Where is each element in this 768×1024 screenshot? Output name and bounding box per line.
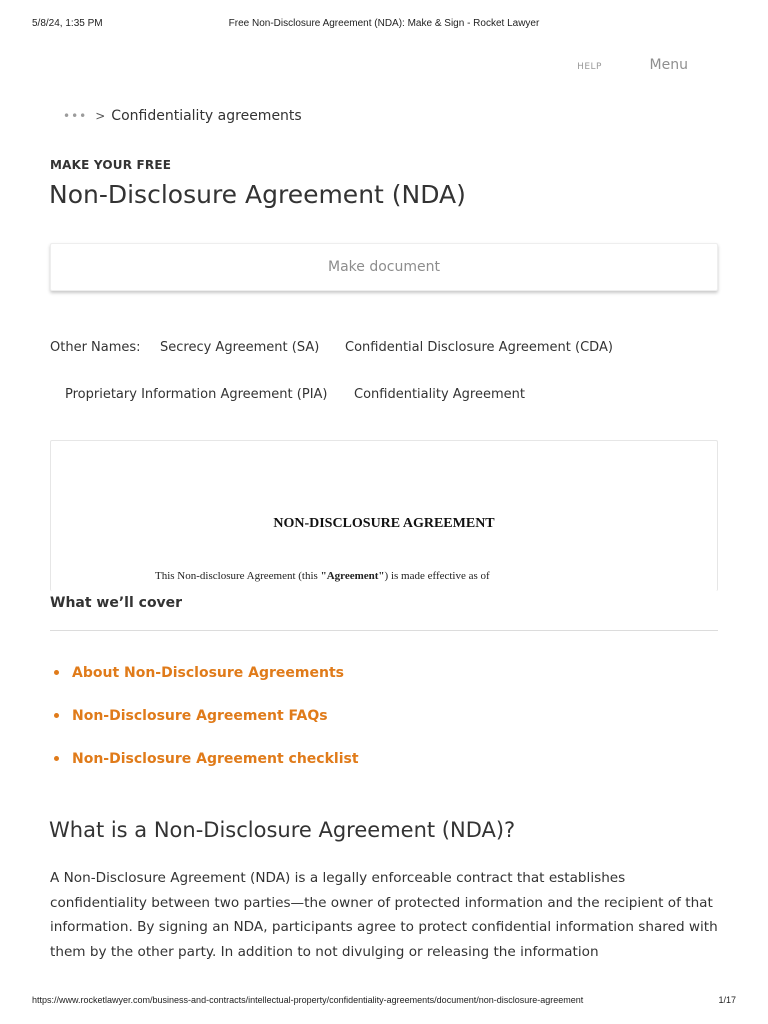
breadcrumb — [63, 108, 302, 124]
cover-title: What we’ll cover — [50, 595, 183, 611]
print-url: https://www.rocketlawyer.com/business-and-contracts/intellectual-property/confidentiality-agreements/document/non-disclosure-agreement — [32, 995, 584, 1005]
other-name-confidentiality-agreement[interactable]: Confidentiality Agreement — [354, 387, 525, 402]
toc-item — [50, 662, 359, 705]
bullet-icon — [54, 670, 59, 675]
preview-heading: NON-DISCLOSURE AGREEMENT — [273, 516, 495, 531]
more-dots-icon[interactable]: ••• — [63, 109, 88, 123]
document-preview[interactable] — [50, 440, 718, 591]
toc-link-faqs[interactable]: Non-Disclosure Agreement FAQs — [72, 708, 328, 724]
help-link[interactable]: HELP — [577, 62, 602, 72]
make-document-label: Make document — [328, 259, 440, 275]
bullet-icon — [54, 756, 59, 761]
breadcrumb-separator: > — [95, 109, 106, 123]
toc-item — [50, 748, 359, 791]
hero-eyebrow: MAKE YOUR FREE — [50, 158, 172, 172]
menu-button[interactable]: Menu — [649, 57, 688, 73]
bullet-icon — [54, 713, 59, 718]
section-body: A Non-Disclosure Agreement (NDA) is a legally enforceable contract that establishes confidentiality between two parties—the owner of protected information and the recipient of that information. By signing an NDA, participants agree to protect confidential information shared with them by the other party. In addition to not divulging or releasing the information — [50, 870, 718, 960]
page-title: Non-Disclosure Agreement (NDA) — [49, 180, 466, 209]
toc-link-about[interactable]: About Non-Disclosure Agreements — [72, 665, 344, 681]
other-name-proprietary-information-agreement[interactable]: Proprietary Information Agreement (PIA) — [65, 387, 328, 402]
print-page-number: 1/17 — [718, 995, 736, 1005]
preview-first-line: This Non-disclosure Agreement (this "Agreement") is made effective as of — [155, 570, 490, 582]
divider — [50, 630, 718, 631]
other-name-confidential-disclosure-agreement[interactable]: Confidential Disclosure Agreement (CDA) — [345, 340, 613, 355]
breadcrumb-confidentiality-agreements[interactable]: Confidentiality agreements — [111, 108, 302, 124]
toc-item — [50, 705, 359, 748]
print-page-title: Free Non-Disclosure Agreement (NDA): Make & Sign - Rocket Lawyer — [228, 18, 540, 29]
toc-list — [50, 662, 359, 791]
other-names-label: Other Names: — [50, 340, 141, 355]
other-name-secrecy-agreement[interactable]: Secrecy Agreement (SA) — [160, 340, 320, 355]
toc-link-checklist[interactable]: Non-Disclosure Agreement checklist — [72, 751, 359, 767]
section-title: What is a Non-Disclosure Agreement (NDA)? — [49, 818, 516, 842]
print-date: 5/8/24, 1:35 PM — [32, 18, 103, 29]
make-document-button[interactable] — [50, 243, 718, 291]
